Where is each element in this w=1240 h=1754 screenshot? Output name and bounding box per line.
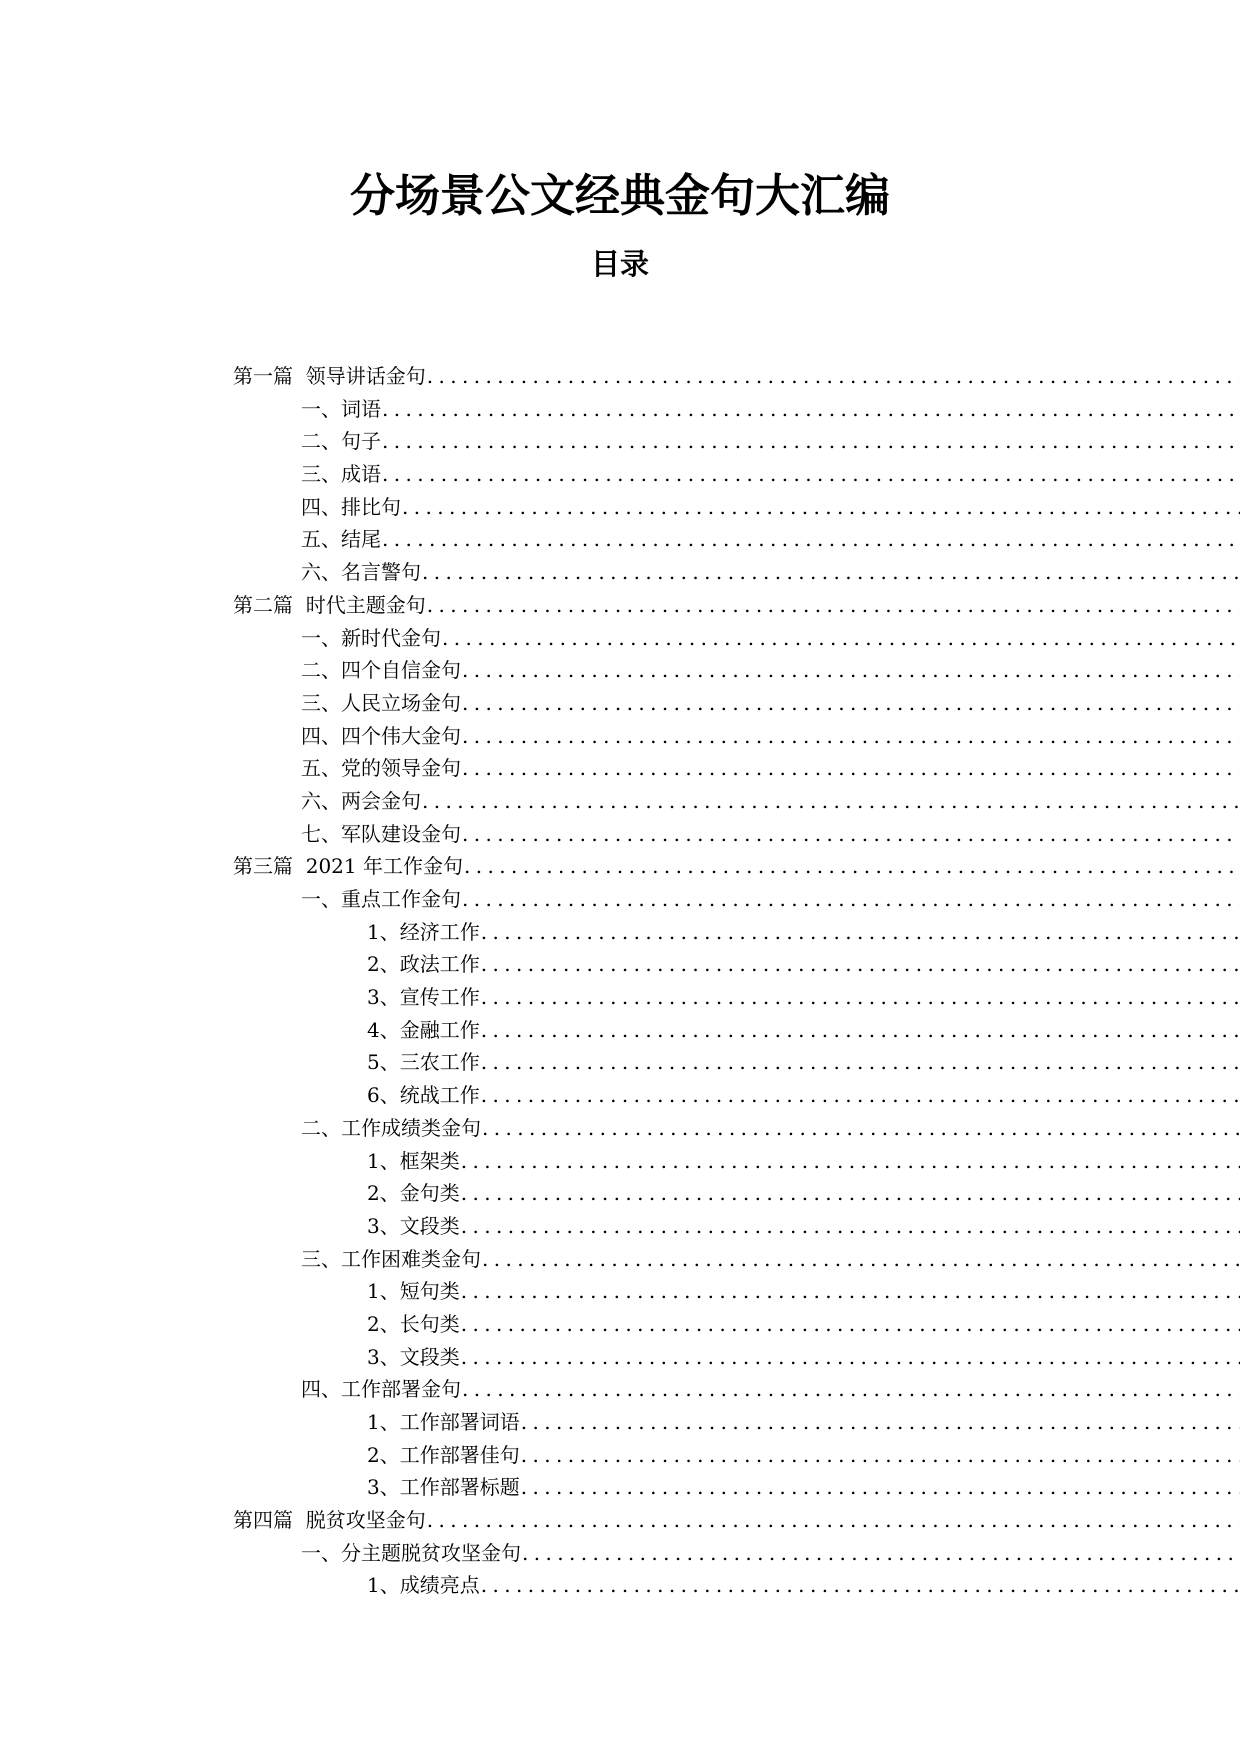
toc-entry-label: 4、金融工作: [367, 1017, 480, 1042]
toc-entry: [0, 458, 1240, 491]
toc-entry-label: 一、重点工作金句: [301, 887, 461, 911]
dot-leader: [460, 1341, 1240, 1374]
dot-leader: [480, 1046, 1240, 1079]
toc-entry: [0, 1341, 1240, 1374]
toc-entry-label: 2、金句类: [367, 1181, 460, 1206]
toc-entry: [0, 654, 1240, 687]
dot-leader: [520, 1471, 1240, 1504]
toc-entry: [0, 1177, 1240, 1210]
toc-entry-label: 2、工作部署佳句: [367, 1442, 520, 1467]
dot-leader: [426, 589, 1240, 622]
dot-leader: [481, 1112, 1240, 1145]
toc-entry: [0, 1210, 1240, 1243]
dot-leader: [481, 1243, 1240, 1276]
toc-entry-label: 三、成语: [301, 462, 381, 487]
dot-leader: [461, 654, 1240, 687]
toc-heading: 目录: [590, 247, 649, 281]
toc-entry: [0, 360, 1240, 393]
dot-leader: [421, 785, 1240, 818]
dot-leader: [426, 360, 1240, 393]
toc-entry: [0, 948, 1240, 981]
toc-entry: [0, 556, 1240, 589]
toc-entry: [0, 491, 1240, 524]
toc-entry-label: 六、名言警句: [301, 560, 421, 585]
toc-entry-label: 第四篇 脱贫攻坚金句: [233, 1508, 426, 1533]
toc-entry: [0, 1243, 1240, 1276]
toc-entry: [0, 687, 1240, 720]
toc-entry: [0, 1569, 1240, 1602]
toc-entry-label: 5、三农工作: [367, 1050, 480, 1075]
dot-leader: [461, 818, 1240, 851]
toc-entry: [0, 752, 1240, 785]
toc-entry: [0, 1275, 1240, 1308]
dot-leader: [480, 981, 1240, 1014]
toc-entry: [0, 1406, 1240, 1439]
toc-entry: [0, 589, 1240, 622]
toc-entry-label: 六、两会金句: [301, 788, 421, 813]
dot-leader: [460, 1275, 1240, 1308]
dot-leader: [480, 948, 1240, 981]
toc-entry: [0, 818, 1240, 851]
dot-leader: [401, 491, 1240, 524]
toc-entry-label: 二、句子: [301, 429, 381, 454]
toc-entry: [0, 785, 1240, 818]
toc-entry: [0, 850, 1240, 883]
dot-leader: [463, 850, 1240, 883]
toc-entry: [0, 1308, 1240, 1341]
toc-entry-label: 3、文段类: [367, 1344, 460, 1369]
toc-entry-label: 1、框架类: [367, 1148, 460, 1173]
toc-entry-label: 五、党的领导金句: [301, 756, 461, 781]
dot-leader: [381, 425, 1240, 458]
dot-leader: [381, 458, 1240, 491]
dot-leader: [460, 1145, 1240, 1178]
toc-entry: [0, 916, 1240, 949]
toc-entry-label: 一、词语: [301, 396, 381, 421]
toc-entry: [0, 1079, 1240, 1112]
toc-entry-label: 二、工作成绩类金句: [301, 1115, 481, 1140]
dot-leader: [461, 687, 1240, 720]
toc-entry: [0, 1373, 1240, 1406]
dot-leader: [461, 883, 1240, 916]
toc-entry: [0, 425, 1240, 458]
dot-leader: [480, 1079, 1240, 1112]
dot-leader: [461, 752, 1240, 785]
toc-entry-label: 3、文段类: [367, 1213, 460, 1238]
toc-entry-label: 6、统战工作: [367, 1083, 480, 1108]
toc-entry: [0, 883, 1240, 916]
dot-leader: [426, 1504, 1240, 1537]
toc-entry-label: 四、排比句: [301, 494, 401, 519]
toc-entry-label: 1、成绩亮点: [367, 1573, 480, 1598]
toc-entry: [0, 1145, 1240, 1178]
toc-entry-label: 四、四个伟大金句: [301, 723, 461, 748]
toc-entry-label: 1、工作部署词语: [367, 1410, 520, 1434]
toc-entry: [0, 1537, 1240, 1570]
toc-entry: [0, 1471, 1240, 1504]
dot-leader: [460, 1177, 1240, 1210]
toc-entry: [0, 1014, 1240, 1047]
toc-entry-label: 一、新时代金句: [301, 625, 441, 650]
toc-entry-label: 一、分主题脱贫攻坚金句: [301, 1540, 521, 1565]
toc-entry: [0, 1504, 1240, 1537]
dot-leader: [460, 1210, 1240, 1243]
toc-entry: [0, 1439, 1240, 1472]
dot-leader: [480, 1014, 1240, 1047]
toc-entry-label: 2、长句类: [367, 1311, 460, 1336]
toc-entry-label: 三、工作困难类金句: [301, 1246, 481, 1271]
dot-leader: [520, 1439, 1240, 1472]
dot-leader: [381, 523, 1240, 556]
toc-entry-label: 四、工作部署金句: [301, 1377, 461, 1402]
toc-entry-label: 五、结尾: [301, 527, 381, 552]
dot-leader: [480, 1569, 1240, 1602]
dot-leader: [520, 1406, 1240, 1439]
document-title: 分场景公文经典金句大汇编: [349, 169, 890, 222]
toc-entry-label: 1、经济工作: [367, 919, 480, 944]
dot-leader: [460, 1308, 1240, 1341]
toc-entry: [0, 1046, 1240, 1079]
toc-entry-label: 3、工作部署标题: [367, 1475, 520, 1500]
toc-entry-label: 七、军队建设金句: [301, 821, 461, 846]
dot-leader: [461, 1373, 1240, 1406]
dot-leader: [441, 622, 1240, 655]
toc-entry-label: 2、政法工作: [367, 952, 480, 977]
dot-leader: [521, 1537, 1240, 1570]
toc-entry-label: 3、宣传工作: [367, 985, 480, 1010]
dot-leader: [421, 556, 1240, 589]
dot-leader: [480, 916, 1240, 949]
toc-entry: [0, 622, 1240, 655]
toc-entry-label: 第三篇 2021 年工作金句: [233, 854, 463, 879]
dot-leader: [461, 720, 1240, 753]
toc-entry: [0, 393, 1240, 426]
toc-entry-label: 二、四个自信金句: [301, 658, 461, 683]
toc-entry-label: 1、短句类: [367, 1279, 460, 1304]
table-of-contents: [0, 360, 1240, 1602]
toc-entry: [0, 523, 1240, 556]
toc-entry-label: 三、人民立场金句: [301, 690, 461, 715]
toc-entry: [0, 1112, 1240, 1145]
toc-entry-label: 第一篇 领导讲话金句: [233, 364, 426, 388]
toc-entry-label: 第二篇 时代主题金句: [233, 592, 426, 617]
toc-entry: [0, 720, 1240, 753]
dot-leader: [381, 393, 1240, 426]
toc-entry: [0, 981, 1240, 1014]
